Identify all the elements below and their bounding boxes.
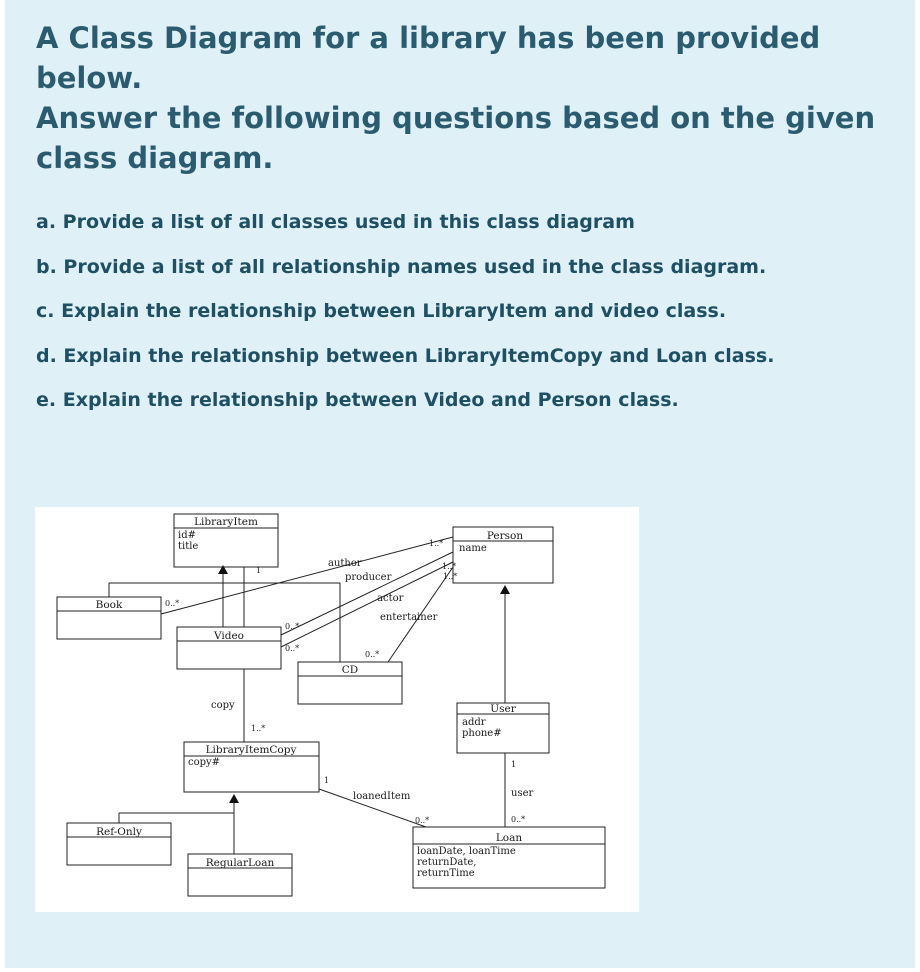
mult-copy-many: 1..* <box>251 724 266 733</box>
question-list <box>36 200 896 423</box>
title-line-1: A Class Diagram for a library has been provided below. <box>36 21 821 95</box>
title-line-2: Answer the following questions based on the given <box>36 101 876 135</box>
library-item-attr-id: id# <box>178 530 196 541</box>
arrow-to-library-item <box>218 565 228 574</box>
arrow-to-library-item-copy <box>229 794 239 803</box>
mult-user-one: 1 <box>511 760 517 769</box>
mult-copy-one: 1 <box>324 776 330 785</box>
rel-actor: actor <box>377 593 404 604</box>
library-item-copy-name: LibraryItemCopy <box>205 744 297 756</box>
rel-loaned-item: loanedItem <box>353 791 411 802</box>
library-item-name: LibraryItem <box>194 516 258 528</box>
page-title <box>36 18 916 178</box>
regular-loan-name: RegularLoan <box>205 857 275 869</box>
mult-video-producer: 0..* <box>285 622 300 631</box>
rel-producer: producer <box>345 572 392 583</box>
mult-video-actor: 0..* <box>285 644 300 653</box>
library-item-attr-title: title <box>178 541 199 552</box>
user-attr-addr: addr <box>462 717 486 728</box>
question-e: e. Explain the relationship between Video and Person class. <box>36 389 679 411</box>
question-a: a. Provide a list of all classes used in this class diagram <box>36 211 635 233</box>
person-attr-name: name <box>459 543 487 554</box>
mult-person-2: 1..* <box>442 562 457 571</box>
rel-author: author <box>328 558 362 569</box>
person-name: Person <box>486 530 524 542</box>
mult-library-item-one: 1 <box>256 566 262 575</box>
question-c: c. Explain the relationship between LibraryItem and video class. <box>36 300 727 322</box>
ref-only-name: Ref-Only <box>96 826 142 838</box>
mult-person-3: 1..* <box>443 572 458 581</box>
user-attr-phone: phone# <box>462 728 502 739</box>
arrow-to-person <box>500 585 510 594</box>
video-name: Video <box>213 630 245 642</box>
mult-loan-user: 0..* <box>511 815 526 824</box>
title-line-3: class diagram. <box>36 141 274 175</box>
mult-book-person: 0..* <box>165 599 180 608</box>
question-b: b. Provide a list of all relationship names used in the class diagram. <box>36 255 767 278</box>
book-name: Book <box>95 599 123 611</box>
cd-name: CD <box>341 664 359 676</box>
loan-attr-1: loanDate, loanTime <box>417 846 516 857</box>
loan-attr-2: returnDate, <box>417 857 477 868</box>
rel-copy: copy <box>211 700 235 711</box>
mult-loan-item: 0..* <box>415 816 430 825</box>
user-name: User <box>490 703 516 715</box>
rel-user: user <box>511 788 534 799</box>
class-diagram <box>35 507 639 912</box>
loan-attr-3: returnTime <box>417 868 475 879</box>
mult-cd-entertainer: 0..* <box>365 650 380 659</box>
loan-name: Loan <box>495 832 523 844</box>
mult-person-1: 1..* <box>429 539 444 548</box>
question-d: d. Explain the relationship between LibraryItemCopy and Loan class. <box>36 344 775 367</box>
library-item-copy-attr: copy# <box>188 757 221 768</box>
rel-entertainer: entertainer <box>380 612 438 623</box>
